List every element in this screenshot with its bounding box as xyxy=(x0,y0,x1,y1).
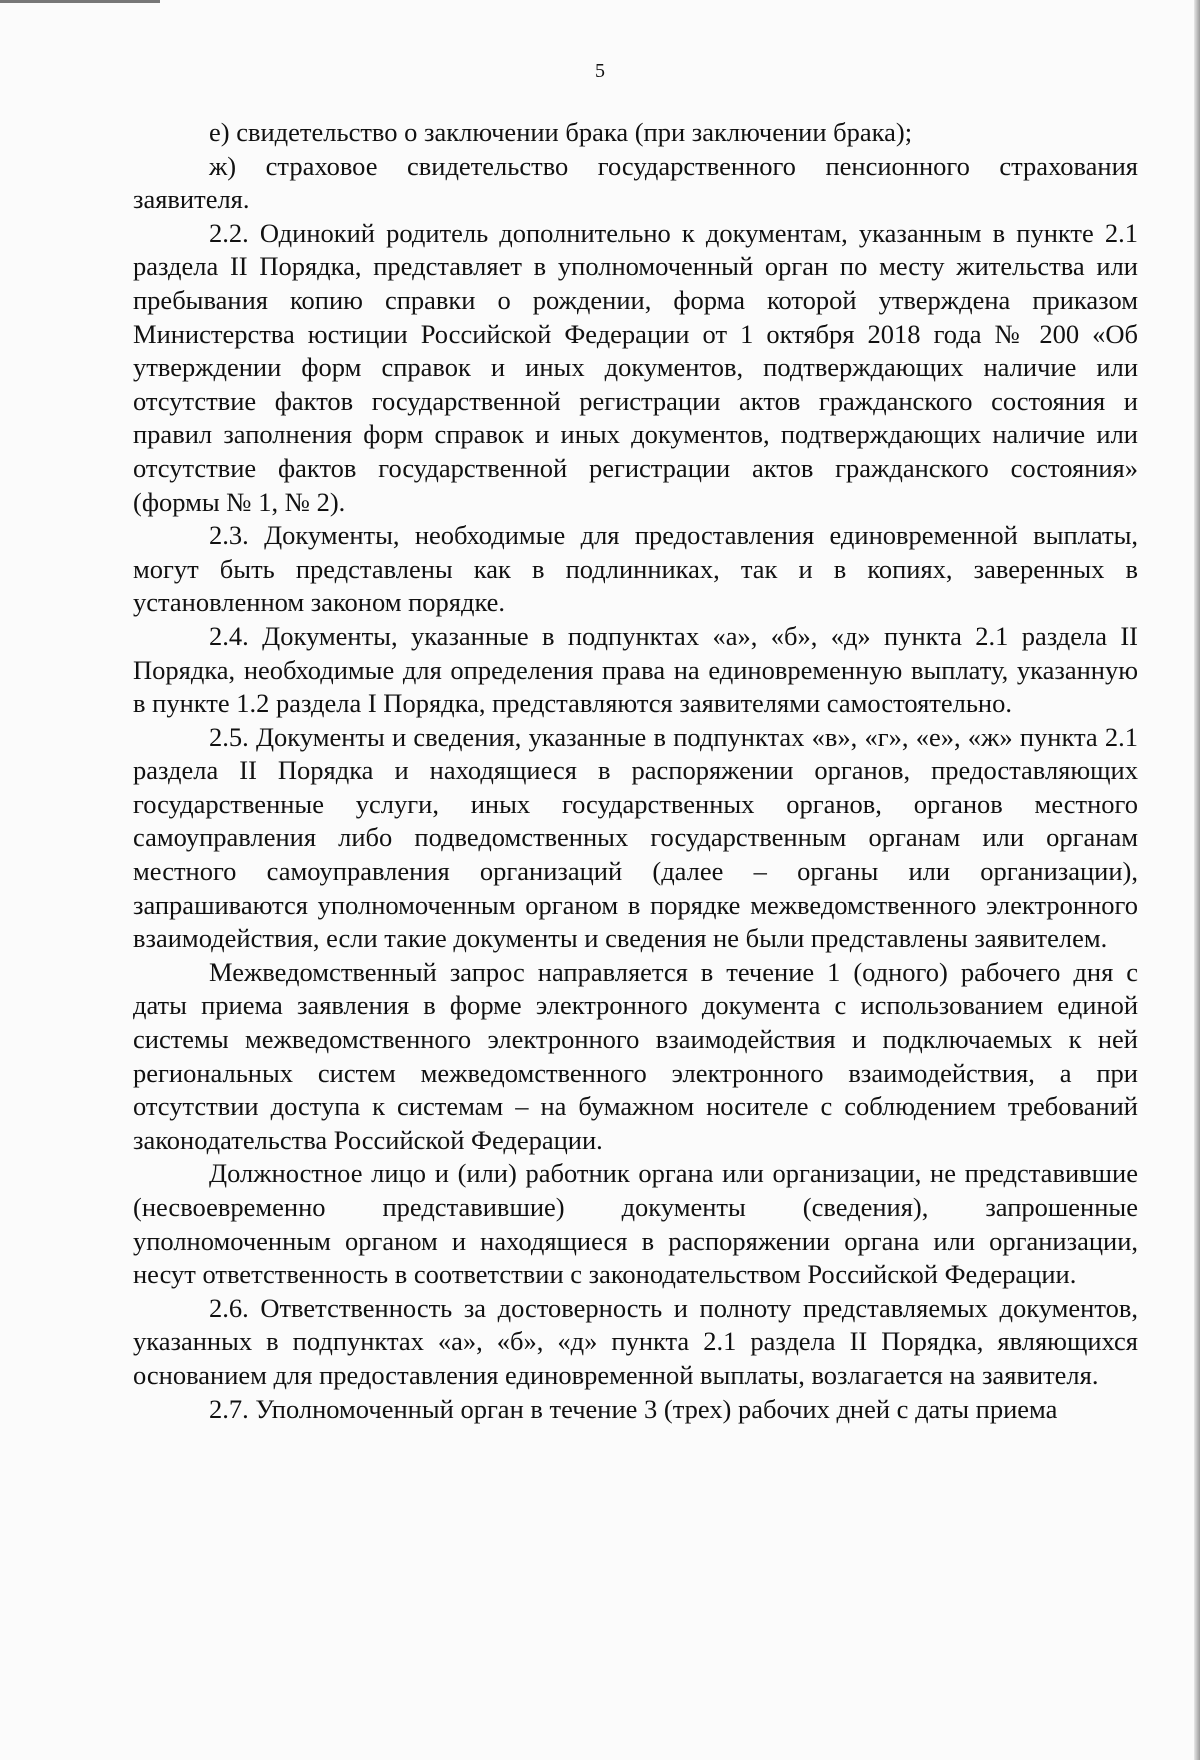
scan-edge-top xyxy=(0,0,160,3)
paragraph-2-6: 2.6. Ответственность за достоверность и полноту представляемых документов, указанных в подпунктах «а», «б», «д» пункта 2.1 раздела II Порядка, являющихся основанием для предоставления единовременной выплаты, возлагается на заявителя. xyxy=(133,1292,1138,1390)
paragraph-2-5: 2.5. Документы и сведения, указанные в подпунктах «в», «г», «е», «ж» пункта 2.1 раздела II Порядка и находящиеся в распоряжении органов, предоставляющих государственные услуги, иных государственных органов, органов местного самоуправления либо подведомственных государственным органам или органам местного самоуправления организаций (далее – органы или организации), запрашиваются уполномоченным органом в порядке межведомственного электронного взаимодействия, если такие документы и сведения не были представлены заявителем. xyxy=(133,721,1138,954)
paragraph-2-4: 2.4. Документы, указанные в подпунктах «а», «б», «д» пункта 2.1 раздела II Порядка, необходимые для определения права на единовременную выплату, указанную в пункте 1.2 раздела I Порядка, представляются заявителями самостоятельно. xyxy=(133,620,1138,719)
paragraph-2-7: 2.7. Уполномоченный орган в течение 3 (трех) рабочих дней с даты приема xyxy=(209,1393,1058,1424)
paragraph-interagency-request: Межведомственный запрос направляется в течение 1 (одного) рабочего дня с даты приема заявления в форме электронного документа с использованием единой системы межведомственного электронного взаимодействия и подключаемых к ней региональных систем межведомственного электронного взаимодействия, а при отсутствии доступа к системам – на бумажном носителе с соблюдением требований законодательства Российской Федерации. xyxy=(133,956,1138,1155)
document-body xyxy=(133,116,1138,1426)
paragraph-item-e: е) свидетельство о заключении брака (при заключении брака); xyxy=(209,117,913,147)
paragraph-responsibility-officials: Должностное лицо и (или) работник органа или организации, не представившие (несвоевременно представившие) документы (сведения), запрошенные уполномоченным органом и находящиеся в распоряжении органа или организации, несут ответственность в соответствии с законодательством Российской Федерации. xyxy=(133,1158,1138,1290)
page-number: 5 xyxy=(595,60,605,82)
paragraph-2-2: 2.2. Одинокий родитель дополнительно к документам, указанным в пункте 2.1 раздела II Порядка, представляет в уполномоченный орган по месту жительства или пребывания копию справки о рождении, форма которой утверждена приказом Министерства юстиции Российской Федерации от 1 октября 2018 года № 200 «Об утверждении форм справок и иных документов, подтверждающих наличие или отсутствие фактов государственной регистрации актов гражданского состояния и правил заполнения форм справок и иных документов, подтверждающих наличие или отсутствие фактов государственной регистрации актов гражданского состояния» (формы № 1, № 2). xyxy=(133,217,1138,517)
paragraph-item-zh: ж) страховое свидетельство государственного пенсионного страхования заявителя. xyxy=(133,150,1138,215)
paragraph-2-3: 2.3. Документы, необходимые для предоставления единовременной выплаты, могут быть представлены как в подлинниках, так и в копиях, заверенных в установленном законом порядке. xyxy=(133,520,1138,618)
scan-edge-right xyxy=(1194,0,1200,1760)
